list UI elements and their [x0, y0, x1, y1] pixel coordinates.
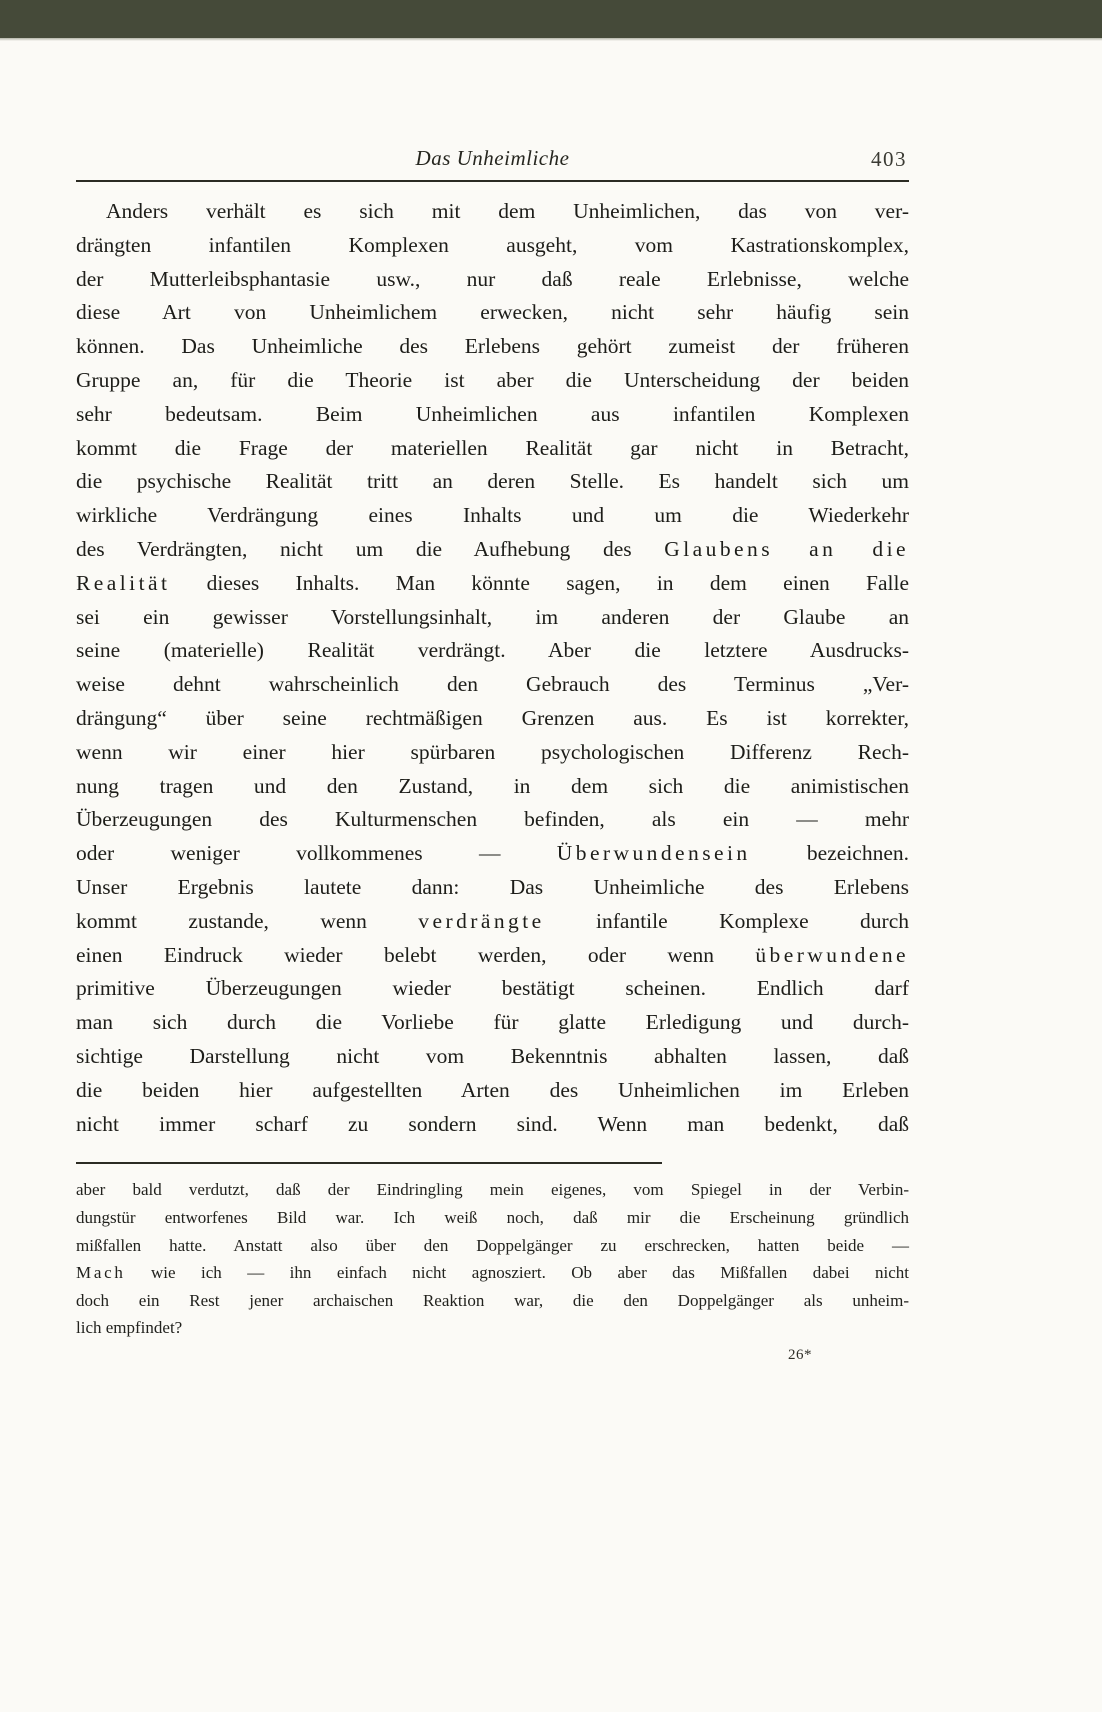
body-text	[76, 195, 909, 1141]
text-line: Unser Ergebnis lautete dann: Das Unheimliche des Erlebens	[76, 874, 909, 899]
text-line: nicht immer scharf zu sondern sind. Wenn man bedenkt, daß	[76, 1111, 909, 1136]
text-line: Überzeugungen des Kulturmenschen befinden, als ein — mehr	[76, 807, 909, 832]
page-number: 403	[871, 147, 907, 171]
running-header-title: Das Unheimliche	[415, 146, 570, 170]
text-line: die beiden hier aufgestellten Arten des Unheimlichen im Erleben	[76, 1077, 909, 1102]
text-line: können. Das Unheimliche des Erlebens gehört zumeist der früheren	[76, 334, 909, 359]
text-line: sei ein gewisser Vorstellungsinhalt, im anderen der Glaube an	[76, 604, 909, 629]
text-line: kommt zustande, wenn verdrängte infantile Komplexe durch	[76, 908, 909, 933]
text-line: drängten infantilen Komplexen ausgeht, vom Kastrationskomplex,	[76, 232, 909, 257]
text-line: der Mutterleibsphantasie usw., nur daß reale Erlebnisse, welche	[76, 266, 909, 291]
text-line: kommt die Frage der materiellen Realität gar nicht in Betracht,	[76, 435, 909, 460]
text-line: die psychische Realität tritt an deren Stelle. Es handelt sich um	[76, 469, 909, 494]
text-line: mißfallen hatte. Anstatt also über den Doppelgänger zu erschrecken, hatten beide —	[76, 1235, 909, 1255]
signature-mark: 26*	[788, 1346, 812, 1363]
text-line: drängung“ über seine rechtmäßigen Grenzen aus. Es ist korrekter,	[76, 705, 909, 730]
text-line: sichtige Darstellung nicht vom Bekenntnis abhalten lassen, daß	[76, 1043, 909, 1068]
header-rule	[76, 180, 909, 182]
text-line: Mach wie ich — ihn einfach nicht agnosziert. Ob aber das Mißfallen dabei nicht	[76, 1263, 909, 1283]
text-line: man sich durch die Vorliebe für glatte Erledigung und durch-	[76, 1010, 909, 1035]
text-line: sehr bedeutsam. Beim Unheimlichen aus infantilen Komplexen	[76, 401, 909, 426]
text-line: primitive Überzeugungen wieder bestätigt scheinen. Endlich darf	[76, 976, 909, 1001]
text-line: dungstür entworfenes Bild war. Ich weiß noch, daß mir die Erscheinung gründlich	[76, 1207, 909, 1227]
text-line: wenn wir einer hier spürbaren psychologischen Differenz Rech-	[76, 739, 909, 764]
text-line: oder weniger vollkommenes — Überwundensein bezeichnen.	[76, 841, 909, 866]
text-line: weise dehnt wahrscheinlich den Gebrauch des Terminus „Ver-	[76, 672, 909, 697]
footnote-text	[76, 1176, 909, 1342]
text-line: des Verdrängten, nicht um die Aufhebung des Glaubens an die	[76, 536, 909, 561]
text-line: einen Eindruck wieder belebt werden, oder wenn überwundene	[76, 942, 909, 967]
running-header	[76, 146, 909, 178]
text-line: seine (materielle) Realität verdrängt. Aber die letztere Ausdrucks-	[76, 638, 909, 663]
text-line: nung tragen und den Zustand, in dem sich die animistischen	[76, 773, 909, 798]
text-line: Gruppe an, für die Theorie ist aber die Unterscheidung der beiden	[76, 367, 909, 392]
text-line: diese Art von Unheimlichem erwecken, nicht sehr häufig sein	[76, 300, 909, 325]
text-line: wirkliche Verdrängung eines Inhalts und um die Wiederkehr	[76, 503, 909, 528]
text-line: doch ein Rest jener archaischen Reaktion war, die den Doppelgänger als unheim-	[76, 1290, 909, 1310]
text-line: Anders verhält es sich mit dem Unheimlichen, das von ver-	[106, 199, 909, 223]
text-block	[76, 146, 909, 1364]
text-line: aber bald verdutzt, daß der Eindringling mein eigenes, vom Spiegel in der Verbin-	[76, 1180, 909, 1200]
footnote-rule	[76, 1162, 662, 1164]
text-line: lich empfindet?	[76, 1318, 183, 1338]
scan-edge-top	[0, 0, 1102, 38]
text-line: Realität dieses Inhalts. Man könnte sagen, in dem einen Falle	[76, 570, 909, 595]
